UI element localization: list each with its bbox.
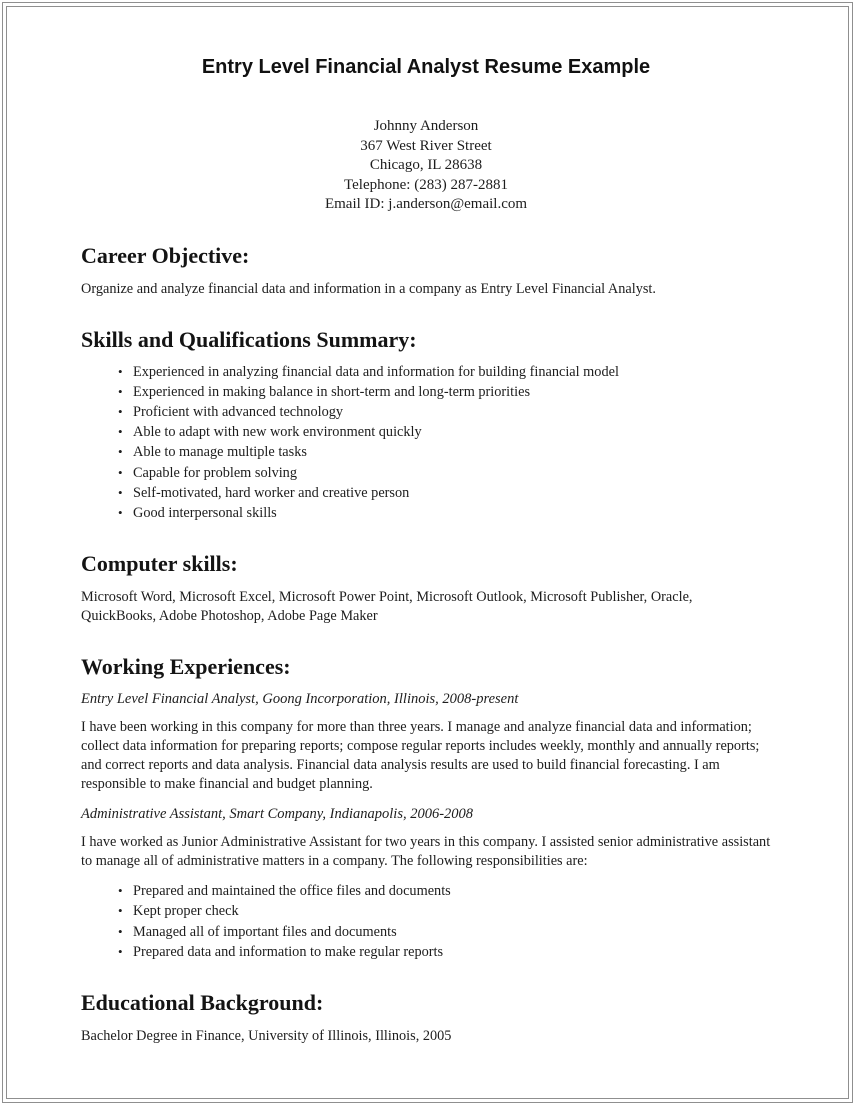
section-heading-skills-summary: Skills and Qualifications Summary: [81,326,417,352]
contact-telephone: Telephone: (283) 287-2881 [344,176,508,193]
list-item: • Experienced in analyzing financial data and information for building financial model [133,362,771,382]
list-item: • Kept proper check [133,901,771,921]
page-content [81,0,771,1046]
responsibilities-list [81,881,771,962]
list-item: • Prepared data and information to make regular reports [133,942,771,962]
job-title-line: Administrative Assistant, Smart Company, Indianapolis, 2006-2008 [81,806,474,823]
list-item: • Able to manage multiple tasks [133,442,771,462]
contact-street: 367 West River Street [360,137,492,154]
list-item: • Experienced in making balance in short-term and long-term priorities [133,382,771,402]
list-item: • Managed all of important files and documents [133,922,771,942]
list-item: • Good interpersonal skills [133,503,771,523]
contact-block [81,117,771,215]
career-objective-text: Organize and analyze financial data and information in a company as Entry Level Financial Analyst. [81,280,656,297]
section-heading-career-objective: Career Objective: [81,242,250,268]
job-title-line: Entry Level Financial Analyst, Goong Incorporation, Illinois, 2008-present [81,691,519,708]
skills-list [81,362,771,524]
list-item: • Self-motivated, hard worker and creative person [133,483,771,503]
education-text: Bachelor Degree in Finance, University of Illinois, Illinois, 2005 [81,1027,452,1044]
section-heading-working-experiences: Working Experiences: [81,654,291,680]
contact-email: Email ID: j.anderson@email.com [324,196,528,212]
job-description: I have been working in this company for more than three years. I manage and analyze financial data and information; collect data information for preparing reports; compose regular reports includes weekly, monthly and annually reports; and correct reports and data analysis. Financial data analysis results are used to build financial forecasting. I am responsible to make financial and budget planning. [81,719,760,793]
page-title: Entry Level Financial Analyst Resume Example [201,56,651,78]
list-item: • Able to adapt with new work environment quickly [133,422,771,442]
computer-skills-text: Microsoft Word, Microsoft Excel, Microsoft Power Point, Microsoft Outlook, Microsoft Publisher, Oracle, QuickBooks, Adobe Photoshop, Adobe Page Maker [81,589,693,625]
section-heading-computer-skills: Computer skills: [81,551,238,577]
contact-city: Chicago, IL 28638 [369,157,483,173]
list-item: • Prepared and maintained the office files and documents [133,881,771,901]
list-item: • Capable for problem solving [133,463,771,483]
job-description: I have worked as Junior Administrative Assistant for two years in this company. I assisted senior administrative assistant to manage all of administrative matters in a company. The following responsibilities are: [81,834,771,870]
contact-name: Johnny Anderson [373,118,479,134]
section-heading-education: Educational Background: [81,989,324,1015]
list-item: • Proficient with advanced technology [133,402,771,422]
